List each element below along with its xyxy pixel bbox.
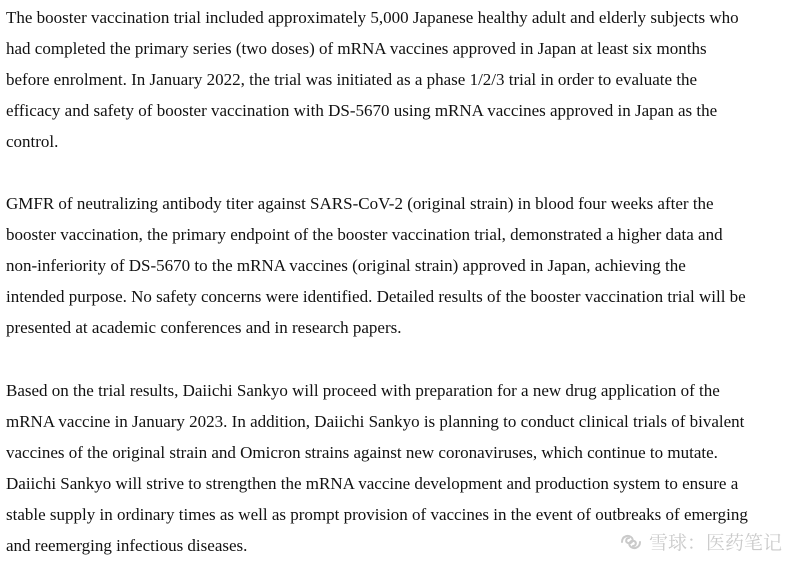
text-line: stable supply in ordinary times as well as prompt provision of vaccines in the event of outbreaks of emerging	[6, 505, 748, 524]
text-line: The booster vaccination trial included approximately 5,000 Japanese healthy adult and elderly subjects who	[6, 8, 739, 27]
watermark	[619, 528, 782, 555]
text-line: Daiichi Sankyo will strive to strengthen the mRNA vaccine development and production system to ensure a	[6, 474, 739, 493]
text-line: intended purpose. No safety concerns were identified. Detailed results of the booster vaccination trial will be	[6, 287, 746, 306]
text-line: had completed the primary series (two doses) of mRNA vaccines approved in Japan at least six months	[6, 39, 707, 58]
text-line: vaccines of the original strain and Omicron strains against new coronaviruses, which continue to mutate.	[6, 443, 718, 462]
text-line: and reemerging infectious diseases.	[6, 536, 248, 555]
text-line: booster vaccination, the primary endpoint of the booster vaccination trial, demonstrated a higher data and	[6, 225, 723, 244]
text-line: presented at academic conferences and in research papers.	[6, 318, 402, 337]
text-line: GMFR of neutralizing antibody titer against SARS-CoV-2 (original strain) in blood four weeks after the	[6, 194, 714, 213]
text-line: mRNA vaccine in January 2023. In addition, Daiichi Sankyo is planning to conduct clinical trials of bivalent	[6, 412, 745, 431]
text-line: non-inferiority of DS-5670 to the mRNA vaccines (original strain) approved in Japan, achieving the	[6, 256, 686, 275]
text-line: Based on the trial results, Daiichi Sankyo will proceed with preparation for a new drug application of the	[6, 381, 720, 400]
watermark-text: 雪球：医药笔记	[648, 532, 782, 554]
text-line: efficacy and safety of booster vaccination with DS-5670 using mRNA vaccines approved in Japan as the	[6, 101, 718, 120]
text-line: control.	[6, 132, 59, 151]
text-line: before enrolment. In January 2022, the trial was initiated as a phase 1/2/3 trial in order to evaluate the	[6, 70, 698, 89]
snowball-logo-icon	[619, 532, 643, 552]
